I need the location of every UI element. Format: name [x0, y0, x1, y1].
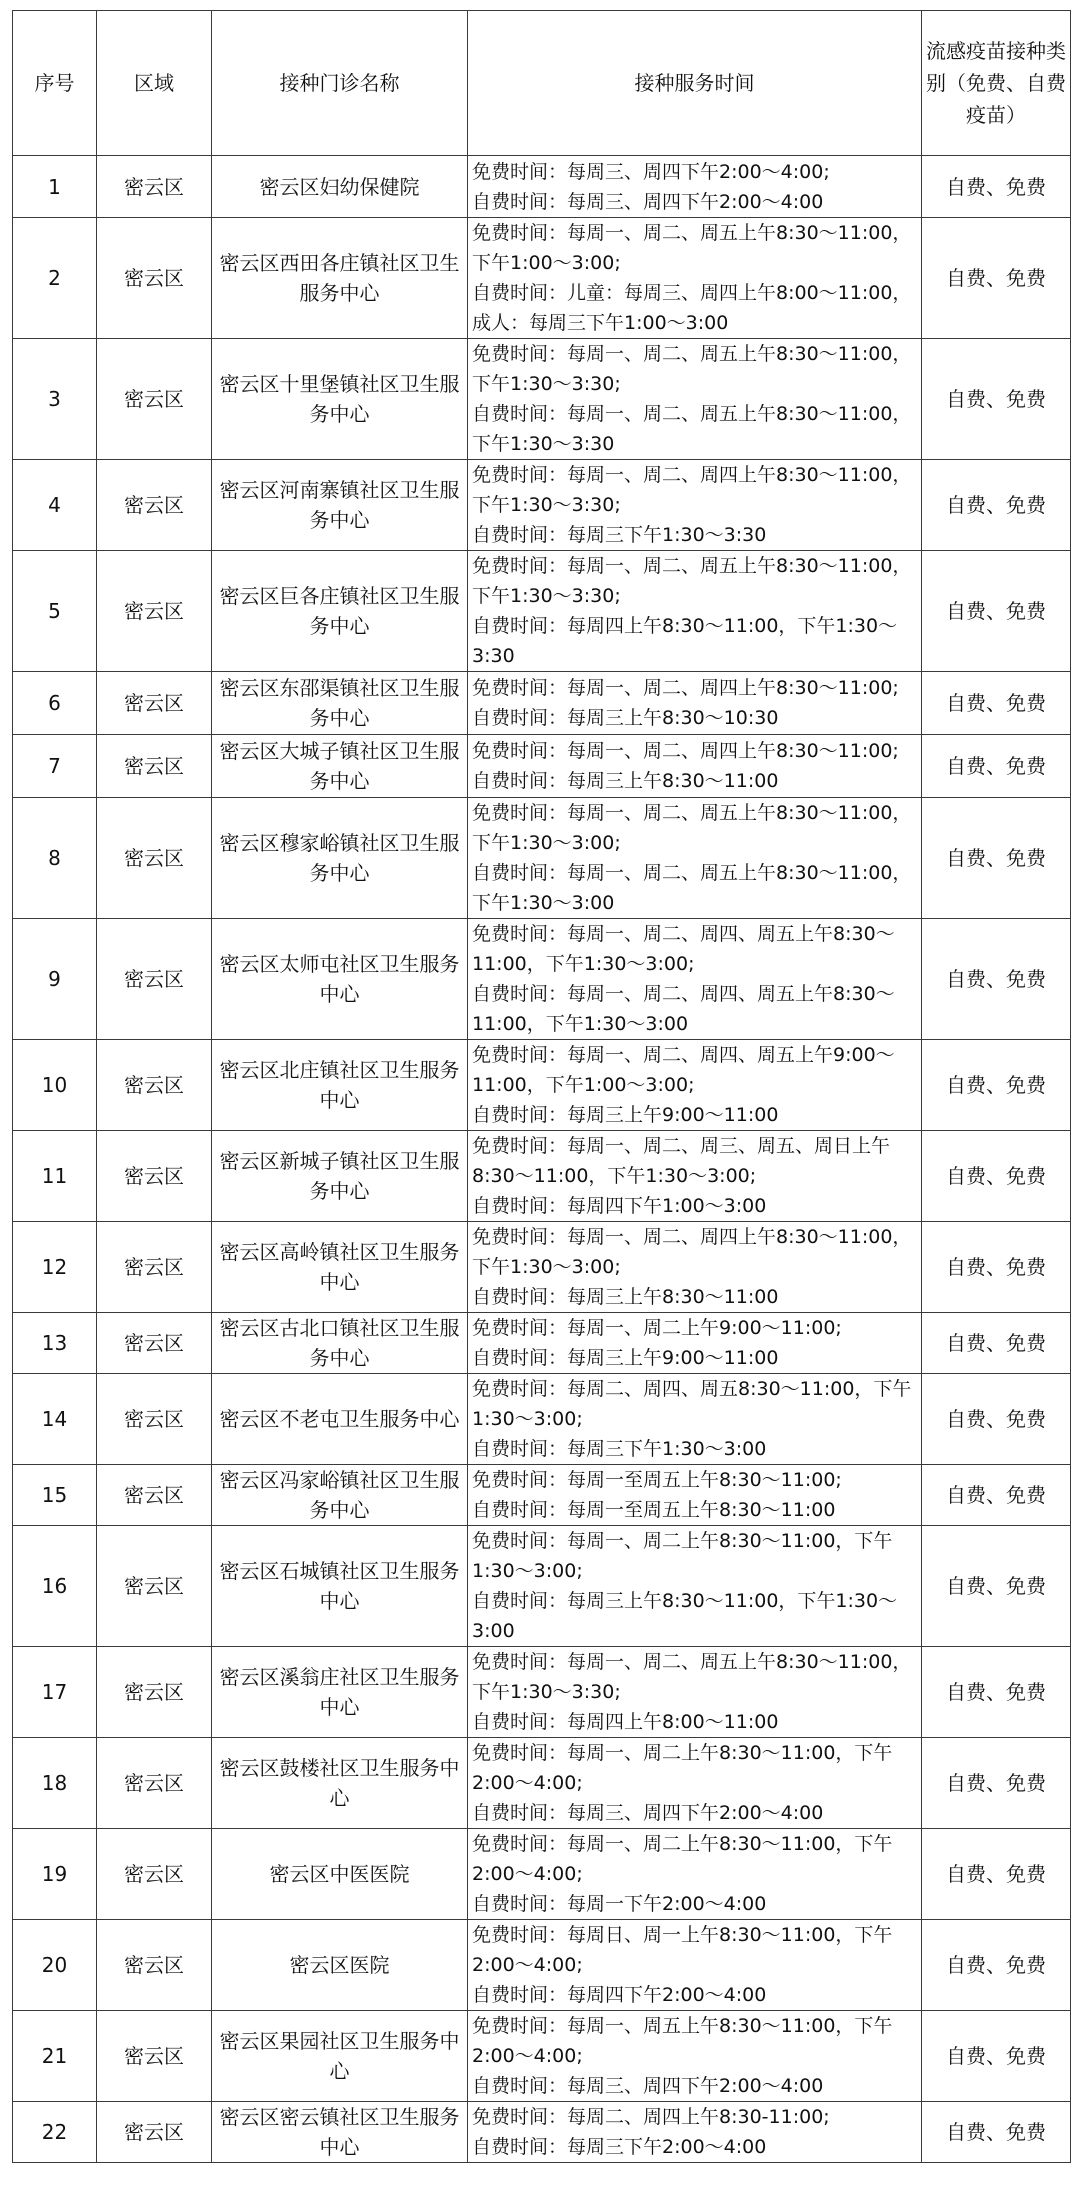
row-vaccine-type-cell: 自费、免费 [922, 798, 1071, 919]
row-vaccine-type-cell: 自费、免费 [922, 551, 1071, 672]
table-row [13, 672, 1071, 735]
row-vaccine-type-cell: 自费、免费 [922, 1738, 1071, 1829]
row-vaccine-type-cell: 自费、免费 [922, 1222, 1071, 1313]
row-service-hours-cell: 免费时间：每周一、周二、周五上午8:30～11:00，下午1:00～3:00; 自费时间：儿童：每周三、周四上午8:00～11:00，成人：每周三下午1:00～3:00 [468, 218, 922, 339]
table-row [13, 919, 1071, 1040]
row-index-cell: 20 [13, 1920, 97, 2011]
table-row [13, 1131, 1071, 1222]
table-row [13, 551, 1071, 672]
row-vaccine-type-cell: 自费、免费 [922, 218, 1071, 339]
row-clinic-name-cell: 密云区古北口镇社区卫生服务中心 [212, 1313, 468, 1374]
table-row [13, 1313, 1071, 1374]
row-vaccine-type-cell: 自费、免费 [922, 672, 1071, 735]
row-clinic-name-cell: 密云区冯家峪镇社区卫生服务中心 [212, 1465, 468, 1526]
row-index-cell: 1 [13, 156, 97, 218]
row-clinic-name-cell: 密云区北庄镇社区卫生服务中心 [212, 1040, 468, 1131]
row-region-cell: 密云区 [97, 2011, 212, 2102]
row-index-cell: 11 [13, 1131, 97, 1222]
table-row [13, 798, 1071, 919]
row-service-hours-cell: 免费时间：每周一、周二、周四上午8:30～11:00; 自费时间：每周三上午8:30～11:00 [468, 735, 922, 798]
table-row [13, 2102, 1071, 2163]
row-index-cell: 6 [13, 672, 97, 735]
table-row [13, 156, 1071, 218]
row-vaccine-type-cell: 自费、免费 [922, 1526, 1071, 1647]
row-clinic-name-cell: 密云区中医医院 [212, 1829, 468, 1920]
row-region-cell: 密云区 [97, 156, 212, 218]
row-vaccine-type-cell: 自费、免费 [922, 460, 1071, 551]
row-index-cell: 7 [13, 735, 97, 798]
row-service-hours-cell: 免费时间：每周一、周二上午8:30～11:00，下午1:30～3:00; 自费时间：每周三上午8:30～11:00，下午1:30～3:00 [468, 1526, 922, 1647]
row-region-cell: 密云区 [97, 1313, 212, 1374]
row-service-hours-cell: 免费时间：每周一至周五上午8:30～11:00; 自费时间：每周一至周五上午8:30～11:00 [468, 1465, 922, 1526]
row-region-cell: 密云区 [97, 1465, 212, 1526]
row-vaccine-type-cell: 自费、免费 [922, 156, 1071, 218]
row-index-cell: 16 [13, 1526, 97, 1647]
row-service-hours-cell: 免费时间：每周一、周二、周四、周五上午8:30～11:00，下午1:30～3:00; 自费时间：每周一、周二、周四、周五上午8:30～11:00，下午1:30～3:00 [468, 919, 922, 1040]
table-row [13, 1738, 1071, 1829]
row-service-hours-cell: 免费时间：每周一、周二、周五上午8:30～11:00，下午1:30～3:00; 自费时间：每周一、周二、周五上午8:30～11:00，下午1:30～3:00 [468, 798, 922, 919]
row-index-cell: 5 [13, 551, 97, 672]
row-region-cell: 密云区 [97, 2102, 212, 2163]
row-region-cell: 密云区 [97, 1374, 212, 1465]
row-service-hours-cell: 免费时间：每周一、周二、周四上午8:30～11:00，下午1:30～3:30; 自费时间：每周三下午1:30～3:30 [468, 460, 922, 551]
row-vaccine-type-cell: 自费、免费 [922, 735, 1071, 798]
row-region-cell: 密云区 [97, 1738, 212, 1829]
table-row [13, 2011, 1071, 2102]
header-region: 区域 [97, 11, 212, 156]
row-region-cell: 密云区 [97, 551, 212, 672]
row-region-cell: 密云区 [97, 1222, 212, 1313]
row-vaccine-type-cell: 自费、免费 [922, 1131, 1071, 1222]
row-service-hours-cell: 免费时间：每周一、周二、周四、周五上午9:00～11:00，下午1:00～3:00; 自费时间：每周三上午9:00～11:00 [468, 1040, 922, 1131]
table-row [13, 218, 1071, 339]
row-region-cell: 密云区 [97, 919, 212, 1040]
row-region-cell: 密云区 [97, 339, 212, 460]
row-clinic-name-cell: 密云区西田各庄镇社区卫生服务中心 [212, 218, 468, 339]
table-body [13, 156, 1071, 2163]
row-vaccine-type-cell: 自费、免费 [922, 1465, 1071, 1526]
row-clinic-name-cell: 密云区河南寨镇社区卫生服务中心 [212, 460, 468, 551]
row-region-cell: 密云区 [97, 1920, 212, 2011]
row-clinic-name-cell: 密云区十里堡镇社区卫生服务中心 [212, 339, 468, 460]
row-vaccine-type-cell: 自费、免费 [922, 1313, 1071, 1374]
row-service-hours-cell: 免费时间：每周一、周二、周五上午8:30～11:00，下午1:30～3:30; 自费时间：每周一、周二、周五上午8:30～11:00，下午1:30～3:30 [468, 339, 922, 460]
header-index: 序号 [13, 11, 97, 156]
table-row [13, 339, 1071, 460]
row-index-cell: 19 [13, 1829, 97, 1920]
row-region-cell: 密云区 [97, 1131, 212, 1222]
row-clinic-name-cell: 密云区巨各庄镇社区卫生服务中心 [212, 551, 468, 672]
row-service-hours-cell: 免费时间：每周一、周二、周三、周五、周日上午8:30～11:00，下午1:30～3:00; 自费时间：每周四下午1:00～3:00 [468, 1131, 922, 1222]
row-service-hours-cell: 免费时间：每周一、周二上午8:30～11:00，下午2:00～4:00; 自费时间：每周一下午2:00～4:00 [468, 1829, 922, 1920]
row-index-cell: 2 [13, 218, 97, 339]
row-vaccine-type-cell: 自费、免费 [922, 1374, 1071, 1465]
row-index-cell: 18 [13, 1738, 97, 1829]
row-vaccine-type-cell: 自费、免费 [922, 339, 1071, 460]
row-index-cell: 21 [13, 2011, 97, 2102]
table-row [13, 735, 1071, 798]
row-clinic-name-cell: 密云区溪翁庄社区卫生服务中心 [212, 1647, 468, 1738]
table-row [13, 1040, 1071, 1131]
table-row [13, 460, 1071, 551]
row-service-hours-cell: 免费时间：每周一、周二、周四上午8:30～11:00，下午1:30～3:00; 自费时间：每周三上午8:30～11:00 [468, 1222, 922, 1313]
row-service-hours-cell: 免费时间：每周三、周四下午2:00～4:00; 自费时间：每周三、周四下午2:00～4:00 [468, 156, 922, 218]
row-vaccine-type-cell: 自费、免费 [922, 1920, 1071, 2011]
row-vaccine-type-cell: 自费、免费 [922, 1647, 1071, 1738]
row-service-hours-cell: 免费时间：每周日、周一上午8:30～11:00，下午2:00～4:00; 自费时间：每周四下午2:00～4:00 [468, 1920, 922, 2011]
row-clinic-name-cell: 密云区妇幼保健院 [212, 156, 468, 218]
row-service-hours-cell: 免费时间：每周一、周五上午8:30～11:00，下午2:00～4:00; 自费时间：每周三、周四下午2:00～4:00 [468, 2011, 922, 2102]
table-row [13, 1920, 1071, 2011]
row-index-cell: 10 [13, 1040, 97, 1131]
row-clinic-name-cell: 密云区鼓楼社区卫生服务中心 [212, 1738, 468, 1829]
row-region-cell: 密云区 [97, 460, 212, 551]
table-row [13, 1526, 1071, 1647]
row-service-hours-cell: 免费时间：每周一、周二、周四上午8:30～11:00; 自费时间：每周三上午8:30～10:30 [468, 672, 922, 735]
row-index-cell: 13 [13, 1313, 97, 1374]
row-index-cell: 3 [13, 339, 97, 460]
row-clinic-name-cell: 密云区果园社区卫生服务中心 [212, 2011, 468, 2102]
row-index-cell: 15 [13, 1465, 97, 1526]
row-region-cell: 密云区 [97, 218, 212, 339]
row-index-cell: 17 [13, 1647, 97, 1738]
header-service-hours: 接种服务时间 [468, 11, 922, 156]
row-region-cell: 密云区 [97, 1526, 212, 1647]
row-index-cell: 14 [13, 1374, 97, 1465]
row-clinic-name-cell: 密云区石城镇社区卫生服务中心 [212, 1526, 468, 1647]
row-clinic-name-cell: 密云区高岭镇社区卫生服务中心 [212, 1222, 468, 1313]
row-vaccine-type-cell: 自费、免费 [922, 1040, 1071, 1131]
header-vaccine-type: 流感疫苗接种类别（免费、自费疫苗） [922, 11, 1071, 156]
row-clinic-name-cell: 密云区新城子镇社区卫生服务中心 [212, 1131, 468, 1222]
table-row [13, 1465, 1071, 1526]
vaccination-schedule-table [12, 10, 1071, 2163]
row-region-cell: 密云区 [97, 798, 212, 919]
row-service-hours-cell: 免费时间：每周二、周四、周五8:30～11:00，下午1:30～3:00; 自费时间：每周三下午1:30～3:00 [468, 1374, 922, 1465]
row-vaccine-type-cell: 自费、免费 [922, 1829, 1071, 1920]
row-region-cell: 密云区 [97, 672, 212, 735]
row-clinic-name-cell: 密云区穆家峪镇社区卫生服务中心 [212, 798, 468, 919]
row-index-cell: 12 [13, 1222, 97, 1313]
table-row [13, 1374, 1071, 1465]
table-row [13, 1222, 1071, 1313]
row-clinic-name-cell: 密云区医院 [212, 1920, 468, 2011]
row-region-cell: 密云区 [97, 735, 212, 798]
row-vaccine-type-cell: 自费、免费 [922, 2102, 1071, 2163]
row-clinic-name-cell: 密云区密云镇社区卫生服务中心 [212, 2102, 468, 2163]
row-clinic-name-cell: 密云区东邵渠镇社区卫生服务中心 [212, 672, 468, 735]
table-row [13, 1829, 1071, 1920]
row-region-cell: 密云区 [97, 1647, 212, 1738]
row-index-cell: 22 [13, 2102, 97, 2163]
row-service-hours-cell: 免费时间：每周二、周四上午8:30-11:00; 自费时间：每周三下午2:00～4:00 [468, 2102, 922, 2163]
row-vaccine-type-cell: 自费、免费 [922, 2011, 1071, 2102]
row-clinic-name-cell: 密云区大城子镇社区卫生服务中心 [212, 735, 468, 798]
table-row [13, 1647, 1071, 1738]
row-vaccine-type-cell: 自费、免费 [922, 919, 1071, 1040]
row-clinic-name-cell: 密云区太师屯社区卫生服务中心 [212, 919, 468, 1040]
row-service-hours-cell: 免费时间：每周一、周二上午9:00～11:00; 自费时间：每周三上午9:00～11:00 [468, 1313, 922, 1374]
row-clinic-name-cell: 密云区不老屯卫生服务中心 [212, 1374, 468, 1465]
header-row [13, 11, 1071, 156]
row-index-cell: 8 [13, 798, 97, 919]
header-clinic-name: 接种门诊名称 [212, 11, 468, 156]
row-region-cell: 密云区 [97, 1829, 212, 1920]
row-index-cell: 9 [13, 919, 97, 1040]
row-service-hours-cell: 免费时间：每周一、周二上午8:30～11:00，下午2:00～4:00; 自费时间：每周三、周四下午2:00～4:00 [468, 1738, 922, 1829]
row-index-cell: 4 [13, 460, 97, 551]
row-service-hours-cell: 免费时间：每周一、周二、周五上午8:30～11:00，下午1:30～3:30; 自费时间：每周四上午8:00～11:00 [468, 1647, 922, 1738]
row-region-cell: 密云区 [97, 1040, 212, 1131]
row-service-hours-cell: 免费时间：每周一、周二、周五上午8:30～11:00，下午1:30～3:30; 自费时间：每周四上午8:30～11:00，下午1:30～3:30 [468, 551, 922, 672]
